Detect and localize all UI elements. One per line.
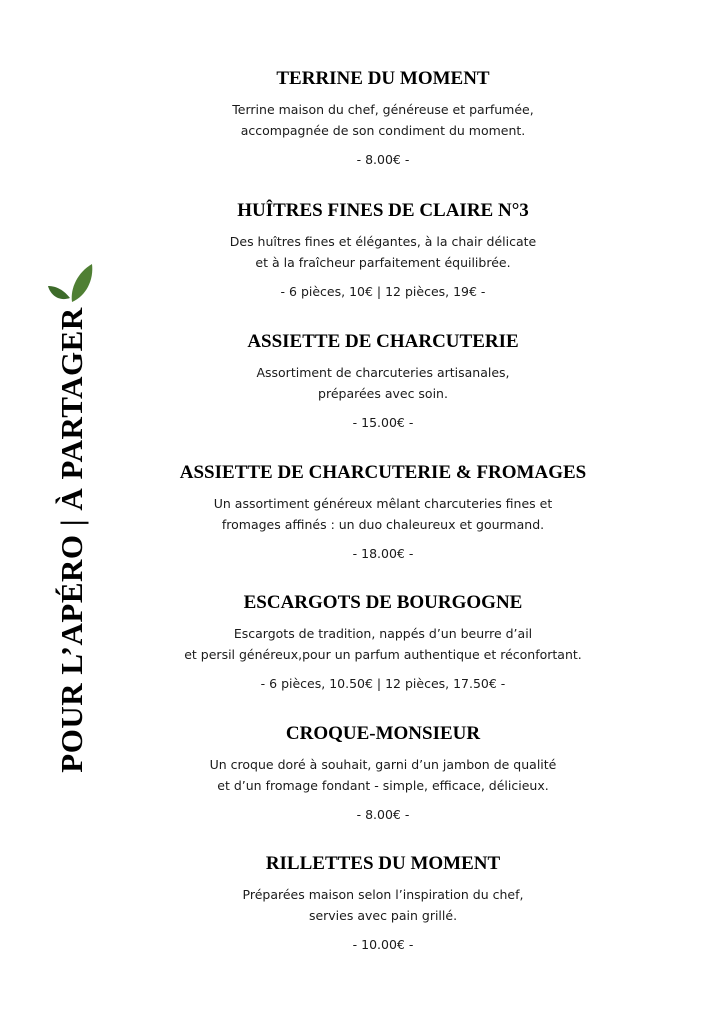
item-description-line: et persil généreux,pour un parfum authentique et réconfortant. — [184, 647, 582, 662]
item-price: - 8.00€ - — [356, 807, 410, 822]
item-description — [140, 623, 626, 665]
item-price: - 18.00€ - — [352, 546, 414, 561]
item-description-line: accompagnée de son condiment du moment. — [240, 123, 526, 138]
item-description-line: Un assortiment généreux mêlant charcuteries fines et — [213, 496, 553, 511]
menu-item-huitres — [140, 199, 626, 302]
item-description-line: et à la fraîcheur parfaitement équilibrée. — [255, 255, 511, 270]
menu-item-charcuterie — [140, 330, 626, 433]
item-price: - 6 pièces, 10.50€ | 12 pièces, 17.50€ - — [260, 676, 506, 691]
item-description — [140, 884, 626, 926]
item-description — [140, 754, 626, 796]
item-description-line: Préparées maison selon l’inspiration du chef, — [242, 887, 524, 902]
item-description — [140, 231, 626, 273]
item-name: CROQUE-MONSIEUR — [285, 723, 481, 744]
item-description-line: Terrine maison du chef, généreuse et parfumée, — [232, 102, 534, 117]
item-description-line: préparées avec soin. — [318, 386, 448, 401]
item-description — [140, 99, 626, 141]
item-name: HUÎTRES FINES DE CLAIRE N°3 — [237, 200, 529, 221]
item-name: ASSIETTE DE CHARCUTERIE & FROMAGES — [179, 462, 587, 483]
item-price: - 10.00€ - — [352, 937, 414, 952]
item-description-line: Un croque doré à souhait, garni d’un jambon de qualité — [209, 757, 557, 772]
item-description-line: Escargots de tradition, nappés d’un beurre d’ail — [233, 626, 533, 641]
item-price: - 6 pièces, 10€ | 12 pièces, 19€ - — [280, 284, 486, 299]
item-description — [140, 362, 626, 404]
item-price: - 15.00€ - — [352, 415, 414, 430]
item-description-line: Assortiment de charcuteries artisanales, — [256, 365, 510, 380]
item-name: TERRINE DU MOMENT — [276, 68, 490, 89]
menu-item-rillettes — [140, 852, 626, 955]
item-description-line: servies avec pain grillé. — [308, 908, 458, 923]
item-name: RILLETTES DU MOMENT — [265, 853, 501, 874]
item-description-line: Des huîtres fines et élégantes, à la chair délicate — [229, 234, 537, 249]
menu-item-terrine — [140, 67, 626, 170]
menu-item-croque-monsieur — [140, 722, 626, 825]
item-description-line: et d’un fromage fondant - simple, efficace, délicieux. — [217, 778, 549, 793]
item-name: ESCARGOTS DE BOURGOGNE — [243, 592, 523, 613]
leaves-icon — [46, 262, 96, 304]
menu-item-charcuterie-fromages — [140, 461, 626, 564]
menu-item-escargots — [140, 591, 626, 694]
item-price: - 8.00€ - — [356, 152, 410, 167]
item-name: ASSIETTE DE CHARCUTERIE — [247, 331, 519, 352]
item-description — [140, 493, 626, 535]
section-title: POUR L’APÉRO | À PARTAGER — [54, 307, 89, 773]
item-description-line: fromages affinés : un duo chaleureux et gourmand. — [221, 517, 545, 532]
